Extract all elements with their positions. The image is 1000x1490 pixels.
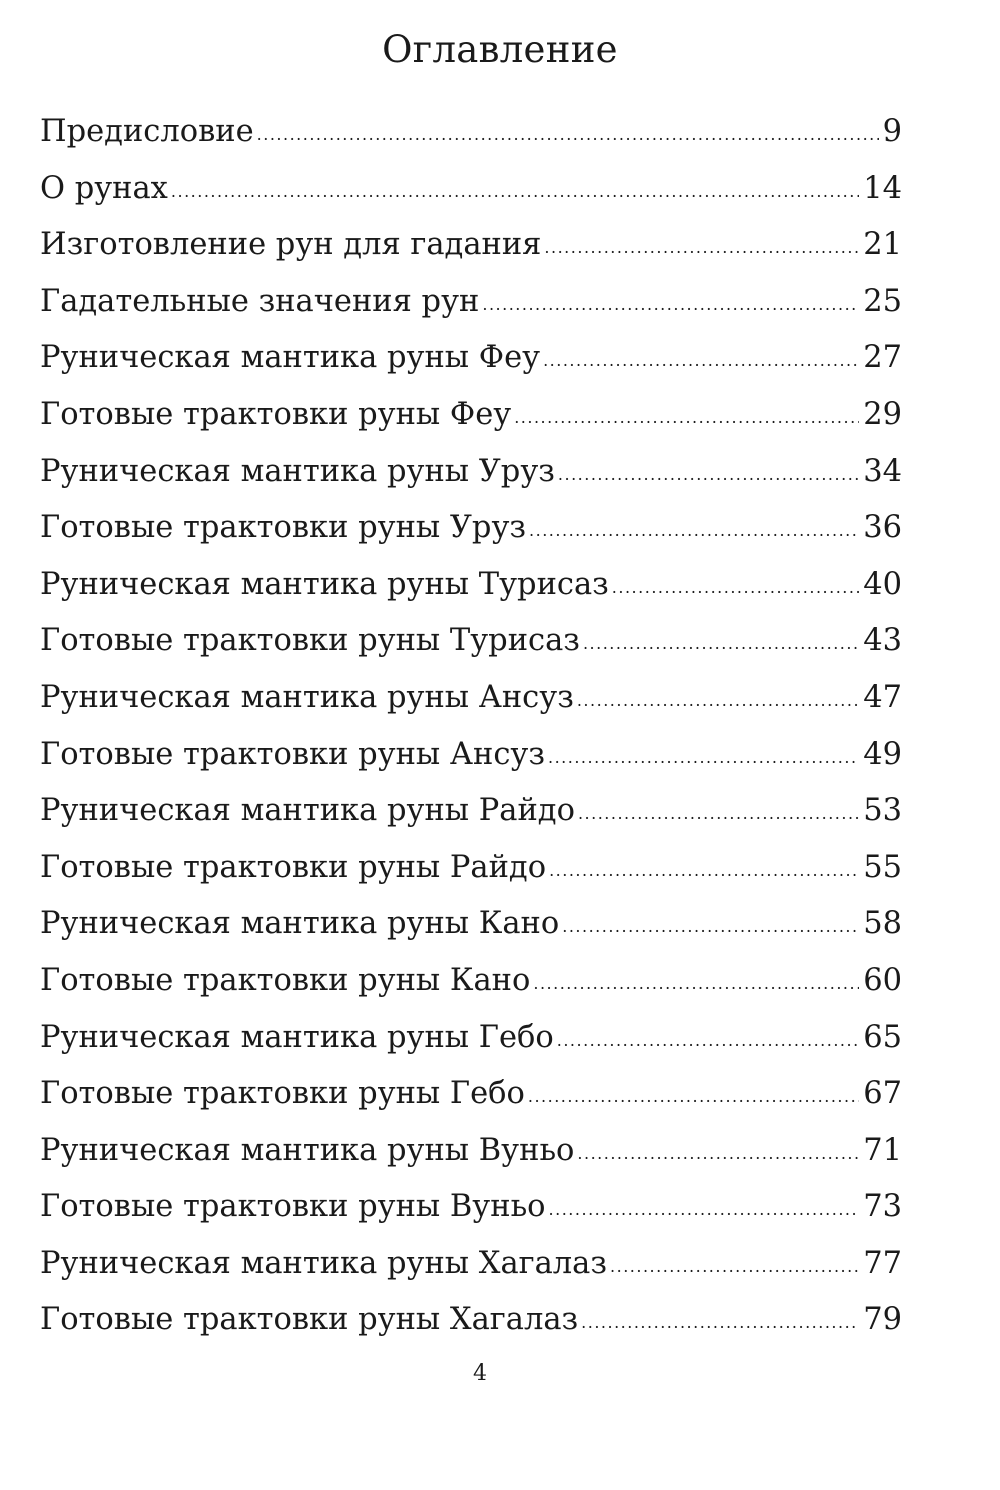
dot-leader	[529, 503, 859, 559]
dot-leader	[562, 899, 859, 955]
toc-entry-page-number: 71	[863, 1132, 902, 1168]
toc-entry	[40, 557, 902, 614]
page-number: 4	[473, 1361, 487, 1386]
toc-entry	[40, 613, 902, 670]
toc-entry-title: Предисловие	[40, 114, 254, 149]
dot-leader	[577, 673, 859, 729]
toc-entry-title: О рунах	[40, 170, 168, 206]
toc-entry-title: Гадательные значения рун	[40, 283, 480, 319]
toc-entry-page-number: 27	[863, 340, 902, 376]
toc-entry-title: Готовые трактовки руны Кано	[40, 962, 531, 998]
dot-leader	[548, 730, 859, 786]
toc-entry-page-number: 25	[863, 283, 902, 319]
dot-leader	[583, 616, 859, 672]
dot-leader	[482, 277, 859, 333]
table-of-contents	[40, 104, 902, 1349]
toc-entry-title: Руническая мантика руны Уруз	[40, 453, 555, 489]
toc-entry-title: Готовые трактовки руны Гебо	[40, 1076, 525, 1112]
toc-entry	[40, 217, 902, 274]
dot-leader	[612, 560, 859, 616]
toc-entry-page-number: 43	[863, 623, 902, 659]
dot-leader	[558, 447, 859, 503]
toc-entry-title: Готовые трактовки руны Турисаз	[40, 623, 580, 659]
toc-entry-title: Руническая мантика руны Райдо	[40, 793, 575, 829]
toc-entry-title: Готовые трактовки руны Уруз	[40, 510, 527, 546]
toc-entry	[40, 104, 902, 161]
toc-entry	[40, 1066, 902, 1123]
toc-entry-page-number: 65	[863, 1019, 902, 1055]
toc-entry-title: Готовые трактовки руны Райдо	[40, 849, 547, 885]
toc-entry-page-number: 34	[863, 453, 902, 489]
toc-entry-title: Готовые трактовки руны Вуньо	[40, 1189, 546, 1225]
toc-entry	[40, 1010, 902, 1067]
toc-entry-page-number: 77	[863, 1245, 902, 1281]
toc-entry-page-number: 55	[863, 849, 902, 885]
toc-entry-page-number: 40	[863, 566, 902, 602]
toc-entry-title: Руническая мантика руны Турисаз	[40, 566, 609, 602]
toc-entry-page-number: 36	[863, 510, 902, 546]
toc-entry	[40, 330, 902, 387]
toc-entry-title: Руническая мантика руны Хагалаз	[40, 1245, 608, 1281]
toc-entry-title: Руническая мантика руны Вуньо	[40, 1132, 575, 1168]
toc-entry	[40, 1123, 902, 1180]
toc-entry-page-number: 9	[882, 114, 902, 149]
toc-entry	[40, 783, 902, 840]
dot-leader	[544, 220, 859, 276]
toc-entry-page-number: 47	[863, 679, 902, 715]
dot-leader	[549, 843, 859, 899]
toc-entry-page-number: 79	[863, 1302, 902, 1338]
dot-leader	[549, 1182, 860, 1238]
toc-entry-page-number: 60	[863, 962, 902, 998]
toc-entry	[40, 387, 902, 444]
toc-entry-title: Руническая мантика руны Ансуз	[40, 679, 574, 715]
toc-entry	[40, 670, 902, 727]
page-title: Оглавление	[382, 28, 618, 71]
toc-entry	[40, 953, 902, 1010]
dot-leader	[581, 1295, 859, 1351]
toc-entry	[40, 840, 902, 897]
toc-entry-page-number: 53	[863, 793, 902, 829]
toc-entry-page-number: 21	[863, 227, 902, 263]
toc-entry-title: Руническая мантика руны Кано	[40, 906, 560, 942]
toc-entry-page-number: 67	[863, 1076, 902, 1112]
toc-entry-page-number: 73	[863, 1189, 902, 1225]
toc-entry-title: Руническая мантика руны Гебо	[40, 1019, 554, 1055]
toc-entry	[40, 1179, 902, 1236]
toc-entry-page-number: 29	[863, 396, 902, 432]
toc-entry-title: Готовые трактовки руны Ансуз	[40, 736, 545, 772]
dot-leader	[543, 333, 859, 389]
dot-leader	[533, 956, 859, 1012]
toc-entry	[40, 274, 902, 331]
toc-entry	[40, 444, 902, 501]
toc-entry-title: Готовые трактовки руны Феу	[40, 396, 512, 432]
dot-leader	[578, 786, 859, 842]
dot-leader	[577, 1126, 859, 1182]
dot-leader	[557, 1013, 859, 1069]
toc-entry	[40, 1236, 902, 1293]
toc-entry-title: Готовые трактовки руны Хагалаз	[40, 1302, 579, 1338]
toc-entry	[40, 1292, 902, 1349]
dot-leader	[171, 164, 859, 220]
toc-entry-title: Руническая мантика руны Феу	[40, 340, 541, 376]
toc-entry	[40, 500, 902, 557]
toc-entry-title: Изготовление рун для гадания	[40, 227, 542, 263]
toc-entry	[40, 896, 902, 953]
toc-entry-page-number: 58	[863, 906, 902, 942]
dot-leader	[610, 1239, 859, 1295]
dot-leader	[257, 107, 879, 163]
toc-entry	[40, 161, 902, 218]
dot-leader	[514, 390, 859, 446]
toc-entry	[40, 727, 902, 784]
dot-leader	[528, 1069, 859, 1125]
toc-entry-page-number: 49	[863, 736, 902, 772]
toc-entry-page-number: 14	[863, 170, 902, 206]
